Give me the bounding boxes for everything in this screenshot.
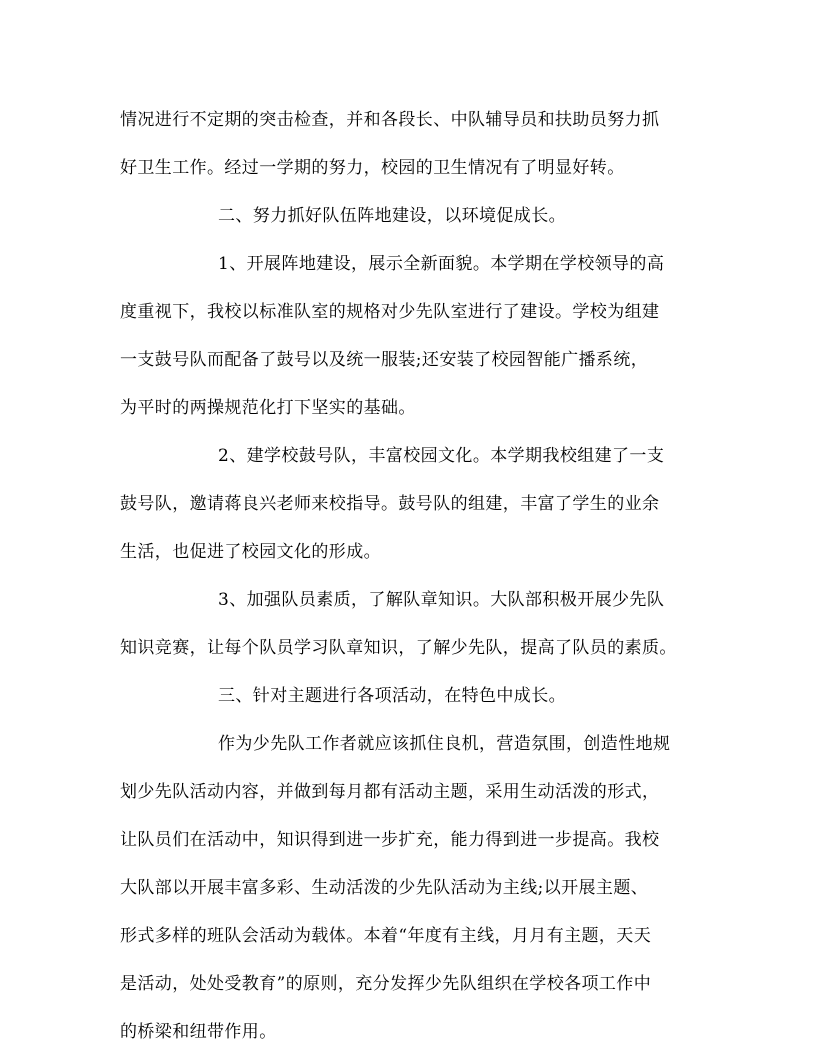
text-line: 形式多样的班队会活动为载体。本着“年度有主线，月月有主题，天天 (120, 926, 652, 946)
text-line: 生活，也促进了校园文化的形成。 (120, 542, 381, 562)
text-line: 作为少先队工作者就应该抓住良机，营造氛围，创造性地规 (218, 734, 671, 754)
text-line: 1、开展阵地建设，展示全新面貌。本学期在学校领导的高 (218, 254, 665, 274)
text-line: 好卫生工作。经过一学期的努力，校园的卫生情况有了明显好转。 (120, 158, 625, 178)
text-line: 情况进行不定期的突击检查，并和各段长、中队辅导员和扶助员努力抓 (120, 110, 660, 130)
text-line: 的桥梁和纽带作用。 (120, 1022, 277, 1042)
text-line: 是活动，处处受教育”的原则，充分发挥少先队组织在学校各项工作中 (120, 974, 652, 994)
text-line: 度重视下，我校以标准队室的规格对少先队室进行了建设。学校为组建 (120, 302, 660, 322)
text-line: 让队员们在活动中，知识得到进一步扩充，能力得到进一步提高。我校 (120, 830, 660, 850)
text-line: 为平时的两操规范化打下坚实的基础。 (120, 398, 416, 418)
text-line: 2、建学校鼓号队，丰富校园文化。本学期我校组建了一支 (218, 446, 665, 466)
text-line: 三、针对主题进行各项活动，在特色中成长。 (218, 686, 566, 706)
document-body (120, 96, 700, 1056)
text-line: 鼓号队，邀请蒋良兴老师来校指导。鼓号队的组建，丰富了学生的业余 (120, 494, 660, 514)
text-line: 3、加强队员素质，了解队章知识。大队部积极开展少先队 (218, 590, 665, 610)
text-line: 二、努力抓好队伍阵地建设，以环境促成长。 (218, 206, 566, 226)
text-line: 一支鼓号队而配备了鼓号以及统一服装;还安装了校园智能广播系统， (120, 350, 649, 370)
text-line: 知识竞赛，让每个队员学习队章知识，了解少先队，提高了队员的素质。 (120, 638, 677, 658)
text-line: 大队部以开展丰富多彩、生动活泼的少先队活动为主线;以开展主题、 (120, 878, 649, 898)
text-line: 划少先队活动内容，并做到每月都有活动主题，采用生动活泼的形式， (120, 782, 660, 802)
